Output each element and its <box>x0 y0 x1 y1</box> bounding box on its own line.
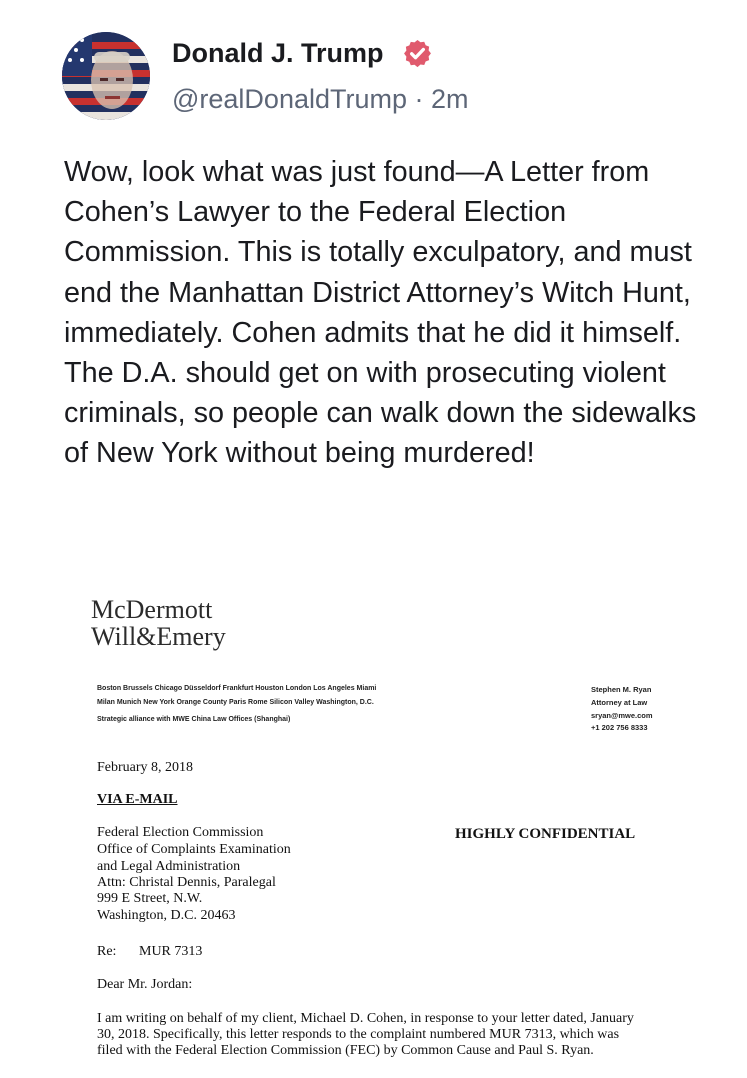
contact-phone: +1 202 756 8333 <box>591 723 648 732</box>
handle-timestamp-line <box>172 84 469 115</box>
post-time[interactable]: 2m <box>431 84 469 114</box>
strategic-alliance: Strategic alliance with MWE China Law Offices (Shanghai) <box>97 716 291 723</box>
firm-logo-line1: McDermott <box>91 595 213 624</box>
delivery-method: VIA E-MAIL <box>97 792 178 807</box>
body-line: 30, 2018. Specifically, this letter responds to the complaint numbered MUR 7313, which was <box>97 1027 620 1042</box>
separator-dot: · <box>414 84 424 114</box>
address-line: and Legal Administration <box>97 859 241 874</box>
re-value: MUR 7313 <box>139 944 203 959</box>
post-text: Wow, look what was just found—A Letter from Cohen’s Lawyer to the Federal Election Commission. This is totally exculpatory, and must end the Manhattan District Attorney’s Witch Hunt, immediately. Cohen admits that he did it himself. The D.A. should get on with prosecuting violent criminals, so people can walk down the sidewalks of New York without being murdered! <box>64 156 697 470</box>
post-header <box>62 30 722 120</box>
salutation: Dear Mr. Jordan: <box>97 977 193 992</box>
re-label: Re: <box>97 944 117 959</box>
address-line: Attn: Christal Dennis, Paralegal <box>97 875 276 890</box>
address-line: 999 E Street, N.W. <box>97 891 203 906</box>
address-line: Office of Complaints Examination <box>97 842 291 857</box>
address-line: Washington, D.C. 20463 <box>97 908 236 923</box>
verified-badge-icon <box>402 38 433 69</box>
body-line: I am writing on behalf of my client, Michael D. Cohen, in response to your letter dated, January <box>97 1011 634 1026</box>
contact-name: Stephen M. Ryan <box>591 685 652 694</box>
letter-date: February 8, 2018 <box>97 760 194 775</box>
office-cities-line1: Boston Brussels Chicago Düsseldorf Frankfurt Houston London Los Angeles Miami <box>97 685 377 692</box>
contact-email: sryan@mwe.com <box>591 711 653 720</box>
confidentiality-label: HIGHLY CONFIDENTIAL <box>455 826 636 842</box>
contact-title: Attorney at Law <box>591 698 648 707</box>
letter-document <box>64 584 684 1078</box>
firm-logo-line2: Will&Emery <box>91 622 226 651</box>
avatar[interactable] <box>62 32 150 120</box>
body-line: filed with the Federal Election Commission (FEC) by Common Cause and Paul S. Ryan. <box>97 1043 594 1058</box>
post-image-attachment[interactable] <box>64 584 684 1078</box>
flag-portrait-avatar <box>62 32 150 120</box>
office-cities-line2: Milan Munich New York Orange County Paris Rome Silicon Valley Washington, D.C. <box>97 699 374 706</box>
handle[interactable]: @realDonaldTrump <box>172 84 407 114</box>
address-line: Federal Election Commission <box>97 825 264 840</box>
display-name[interactable]: Donald J. Trump <box>172 38 384 68</box>
